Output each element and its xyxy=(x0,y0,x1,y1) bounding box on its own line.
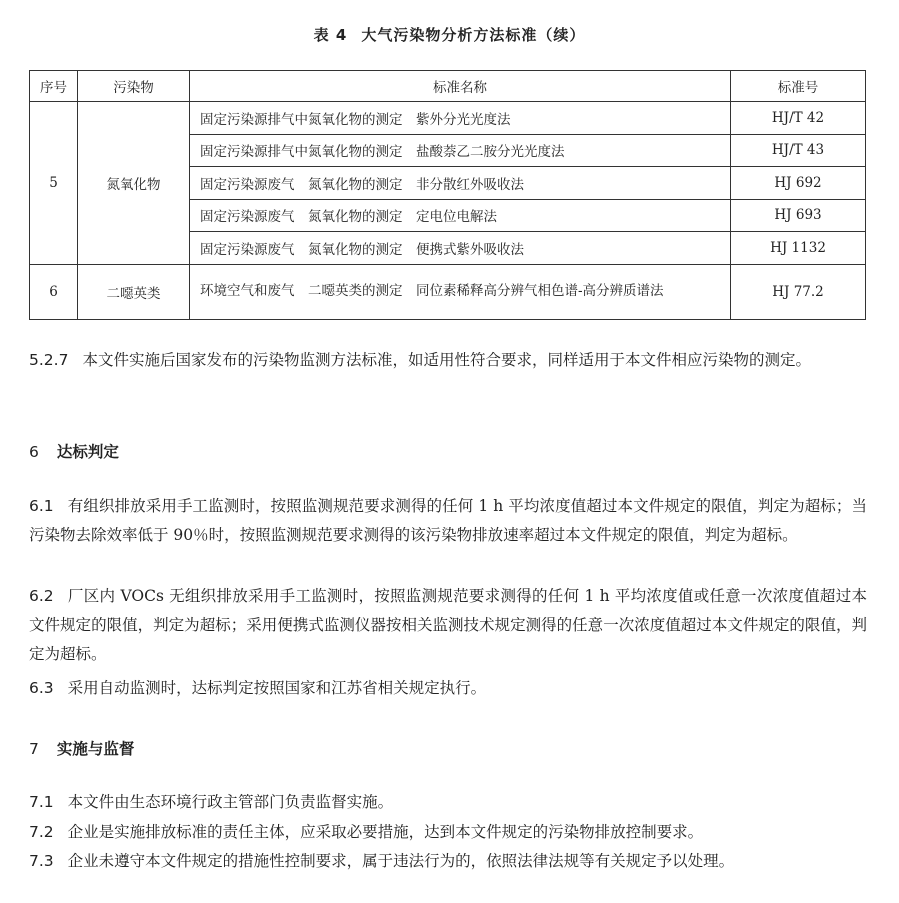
cell-standard-name: 固定污染源废气 氮氧化物的测定 非分散红外吸收法 xyxy=(190,167,731,200)
table-row xyxy=(30,264,866,319)
clause-text: 有组织排放采用手工监测时，按照监测规范要求测得的任何 1 h 平均浓度值超过本文件规定的限值，判定为超标；当污染物去除效率低于 90％时，按照监测规范要求测得的该污染物排放速率超过本文件规定的限值，判定为超标。 xyxy=(29,497,867,544)
table-title: 大气污染物分析方法标准（续） xyxy=(361,26,586,44)
clause-number: 7.3 xyxy=(29,852,54,870)
cell-pollutant: 氮氧化物 xyxy=(78,102,190,265)
table-header-row xyxy=(30,71,866,102)
section-number: 6 xyxy=(29,443,39,461)
table-row xyxy=(30,102,866,135)
clause-7-1 xyxy=(29,788,867,817)
section-number: 7 xyxy=(29,740,39,758)
clause-5-2-7 xyxy=(29,346,867,375)
clause-text: 本文件实施后国家发布的污染物监测方法标准，如适用性符合要求，同样适用于本文件相应污染物的测定。 xyxy=(82,351,811,369)
cell-standard-name: 环境空气和废气 二噁英类的测定 同位素稀释高分辨气相色谱-高分辨质谱法 xyxy=(190,264,731,319)
clause-number: 5.2.7 xyxy=(29,351,69,369)
cell-standard-code: HJ/T 43 xyxy=(731,134,866,167)
clause-text: 企业未遵守本文件规定的措施性控制要求，属于违法行为的，依照法律法规等有关规定予以处理。 xyxy=(67,852,735,870)
clause-number: 6.1 xyxy=(29,497,54,515)
cell-standard-name: 固定污染源排气中氮氧化物的测定 紫外分光光度法 xyxy=(190,102,731,135)
cell-standard-code: HJ 77.2 xyxy=(731,264,866,319)
cell-standard-name: 固定污染源废气 氮氧化物的测定 定电位电解法 xyxy=(190,199,731,232)
clause-text: 本文件由生态环境行政主管部门负责监督实施。 xyxy=(67,793,394,811)
clause-6-1 xyxy=(29,492,867,550)
section-heading-7 xyxy=(29,737,134,759)
section-heading-6 xyxy=(29,440,119,462)
cell-standard-name: 固定污染源废气 氮氧化物的测定 便携式紫外吸收法 xyxy=(190,232,731,265)
cell-standard-name: 固定污染源排气中氮氧化物的测定 盐酸萘乙二胺分光光度法 xyxy=(190,134,731,167)
clause-6-3 xyxy=(29,674,867,703)
clause-text: 厂区内 VOCs 无组织排放采用手工监测时，按照监测规范要求测得的任何 1 h 平均浓度值或任意一次浓度值超过本文件规定的限值，判定为超标；采用便携式监测仪器按相关监测技术规定测得的任意一次浓度值超过本文件规定的限值，判定为超标。 xyxy=(29,587,867,663)
header-pollutant: 污染物 xyxy=(78,71,190,102)
cell-standard-code: HJ/T 42 xyxy=(731,102,866,135)
header-standard-code: 标准号 xyxy=(731,71,866,102)
section-title: 达标判定 xyxy=(56,443,119,461)
clause-number: 6.2 xyxy=(29,587,54,605)
cell-standard-code: HJ 692 xyxy=(731,167,866,200)
cell-standard-code: HJ 1132 xyxy=(731,232,866,265)
standards-table xyxy=(29,70,866,320)
clause-7-2 xyxy=(29,818,867,847)
table-number: 表 4 xyxy=(313,26,348,44)
cell-serial: 6 xyxy=(30,264,78,319)
section-title: 实施与监督 xyxy=(56,740,135,758)
clause-7-3 xyxy=(29,847,867,876)
clause-number: 6.3 xyxy=(29,679,54,697)
clause-number: 7.1 xyxy=(29,793,54,811)
clause-number: 7.2 xyxy=(29,823,54,841)
header-serial: 序号 xyxy=(30,71,78,102)
clause-text: 采用自动监测时，达标判定按照国家和江苏省相关规定执行。 xyxy=(67,679,487,697)
cell-standard-code: HJ 693 xyxy=(731,199,866,232)
clause-text: 企业是实施排放标准的责任主体，应采取必要措施，达到本文件规定的污染物排放控制要求。 xyxy=(67,823,704,841)
table-caption xyxy=(0,24,899,45)
header-standard-name: 标准名称 xyxy=(190,71,731,102)
cell-pollutant: 二噁英类 xyxy=(78,264,190,319)
clause-6-2 xyxy=(29,582,867,669)
cell-serial: 5 xyxy=(30,102,78,265)
